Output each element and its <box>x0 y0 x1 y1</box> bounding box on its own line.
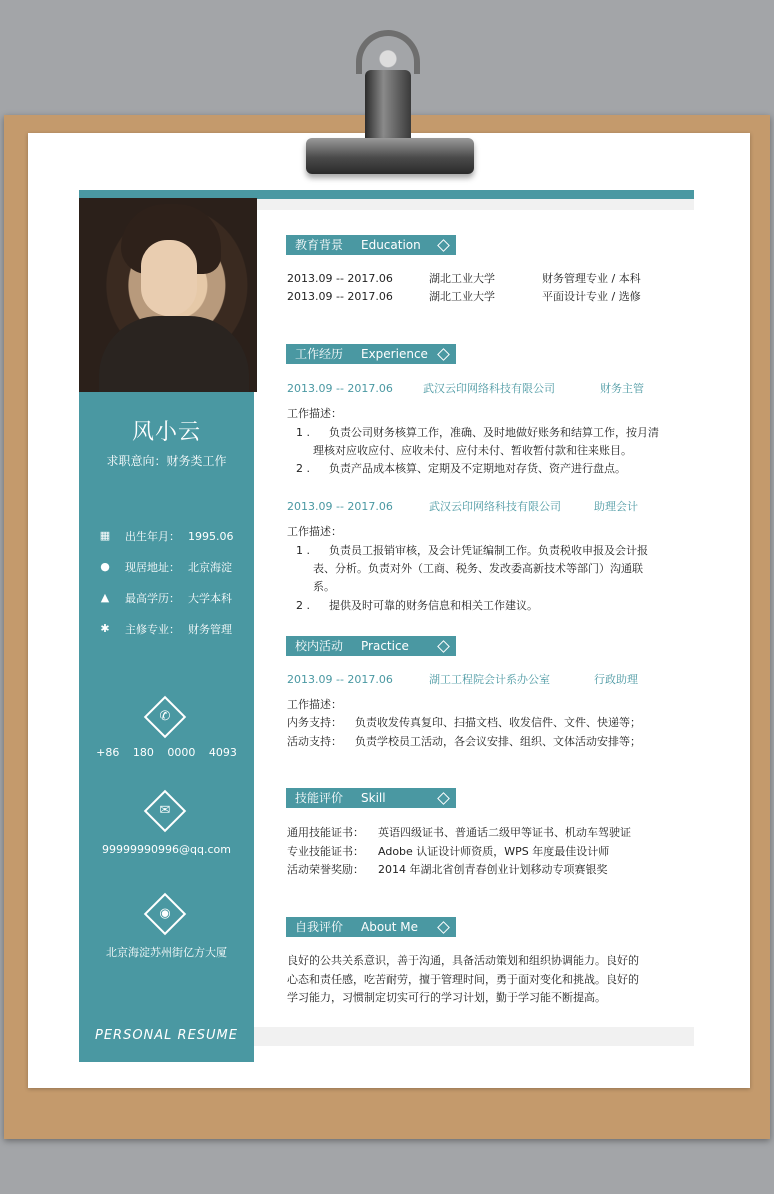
section-header-about: 自我评价 About Me <box>286 917 456 937</box>
job-company-1: 武汉云印网络科技有限公司 <box>423 382 555 395</box>
section-header-practice: 校内活动 Practice <box>286 636 456 656</box>
clip-ring <box>356 30 420 74</box>
job-item-text: 负责员工报销审核，及会计凭证编制工作。负责税收申报及会计报表、分析。负责对外（工商、税务、发改委高新技术等部门）沟通联系。 <box>313 544 648 593</box>
skill-line-label: 活动荣誉奖励： <box>287 863 364 876</box>
clip-body <box>365 70 411 146</box>
section-header-education: 教育背景 Education <box>286 235 456 255</box>
skill-line-text: Adobe 认证设计师资质，WPS 年度最佳设计师 <box>378 845 610 858</box>
job-company-2: 武汉云印网络科技有限公司 <box>429 500 561 513</box>
phone-number: +86 180 0000 4093 <box>96 746 237 759</box>
practice-line-label: 活动支持： <box>287 735 342 748</box>
edu-major-1: 财务管理专业 / 本科 <box>542 272 641 285</box>
job-intent: 求职意向：财务类工作 <box>106 454 227 468</box>
section-header-experience: 工作经历 Experience <box>286 344 456 364</box>
diamond-icon <box>437 239 450 252</box>
gear-icon: ✱ <box>100 622 110 635</box>
skill-line-label: 通用技能证书： <box>287 826 364 839</box>
graduation-cap-icon: ▲ <box>100 591 110 604</box>
job-item-num: 2 . <box>296 462 310 475</box>
job-item-text: 负责产品成本核算、定期及不定期地对存货、资产进行盘点。 <box>329 462 626 475</box>
diamond-icon <box>437 921 450 934</box>
map-marker-icon: ◉ <box>144 893 186 935</box>
job-item-num: 1 . <box>296 426 310 439</box>
top-gray-bar <box>254 199 694 210</box>
bottom-gray-bar <box>254 1027 694 1046</box>
skill-line-label: 专业技能证书： <box>287 845 364 858</box>
diamond-icon <box>437 348 450 361</box>
info-education: ▲ 最高学历： 大学本科 <box>97 590 232 606</box>
resume-sidebar <box>79 190 254 1062</box>
skill-line-text: 2014 年湖北省创青春创业计划移动专项赛银奖 <box>378 863 608 876</box>
job-item-num: 1 . <box>296 544 310 557</box>
home-address: 北京海淀苏州街亿方大厦 <box>106 946 227 959</box>
practice-role: 行政助理 <box>594 673 638 686</box>
about-line: 心态和责任感，吃苦耐劳，擅于管理时间，勇于面对变化和挑战。良好的 <box>287 973 639 986</box>
diamond-icon <box>437 640 450 653</box>
job-date-1: 2013.09 -- 2017.06 <box>287 382 393 395</box>
job-item-text: 提供及时可靠的财务信息和相关工作建议。 <box>329 599 538 612</box>
job-date-2: 2013.09 -- 2017.06 <box>287 500 393 513</box>
job-item-text: 负责公司财务核算工作，准确、及时地做好账务和结算工作，按月清理核对应收应付、应收未付、应付未付、暂收暂付款和往来账目。 <box>313 426 659 457</box>
info-address: ● 现居地址： 北京海淀 <box>97 559 232 575</box>
edu-school-2: 湖北工业大学 <box>429 290 495 303</box>
personal-resume-label: PERSONAL RESUME <box>94 1028 238 1043</box>
edu-school-1: 湖北工业大学 <box>429 272 495 285</box>
edu-date-2: 2013.09 -- 2017.06 <box>287 290 393 303</box>
location-pin-icon: ● <box>100 560 110 573</box>
job-role-1: 财务主管 <box>600 382 644 395</box>
edu-major-2: 平面设计专业 / 选修 <box>542 290 641 303</box>
info-birth: ▦ 出生年月： 1995.06 <box>97 528 234 544</box>
job-role-2: 助理会计 <box>594 500 638 513</box>
practice-date: 2013.09 -- 2017.06 <box>287 673 393 686</box>
candidate-name: 风小云 <box>131 420 201 445</box>
info-major: ✱ 主修专业： 财务管理 <box>97 621 232 637</box>
practice-org: 湖工工程院会计系办公室 <box>429 673 550 686</box>
calendar-icon: ▦ <box>99 529 111 542</box>
profile-photo <box>79 198 257 392</box>
about-line: 良好的公共关系意识，善于沟通，具备活动策划和组织协调能力。良好的 <box>287 954 639 967</box>
practice-line-text: 负责收发传真复印、扫描文档、收发信件、文件、快递等； <box>355 716 641 729</box>
email-address: 99999990996@qq.com <box>102 843 231 856</box>
diamond-icon <box>437 792 450 805</box>
edu-date-1: 2013.09 -- 2017.06 <box>287 272 393 285</box>
about-line: 学习能力，习惯制定切实可行的学习计划，勤于学习能不断提高。 <box>287 991 606 1004</box>
job-item-num: 2 . <box>296 599 310 612</box>
job-desc-label-2: 工作描述： <box>287 525 342 538</box>
binder-clip <box>306 138 474 174</box>
practice-line-text: 负责学校员工活动，各会议安排、组织、文体活动安排等； <box>355 735 641 748</box>
phone-icon: ✆ <box>144 696 186 738</box>
mail-icon: ✉ <box>144 790 186 832</box>
practice-line-label: 内务支持： <box>287 716 342 729</box>
section-header-skill: 技能评价 Skill <box>286 788 456 808</box>
practice-desc-label: 工作描述： <box>287 698 342 711</box>
job-desc-label-1: 工作描述： <box>287 407 342 420</box>
skill-line-text: 英语四级证书、普通话二级甲等证书、机动车驾驶证 <box>378 826 631 839</box>
top-accent-bar <box>254 190 694 199</box>
